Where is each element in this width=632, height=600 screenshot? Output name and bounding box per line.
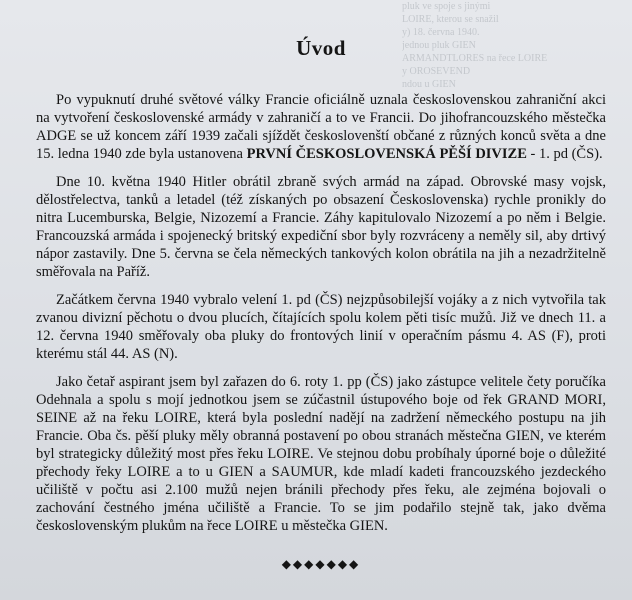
bleed-line: ARMANDTLORES na řece LOIRE: [402, 53, 548, 64]
bleed-line: jednou pluk GIEN: [402, 40, 476, 51]
bleed-line: y) 18. června 1940.: [402, 27, 480, 38]
bleed-line: pluk ve spoje s jinými: [402, 1, 491, 12]
paragraph-4: Jako četař aspirant jsem byl zařazen do 6. roty 1. pp (ČS) jako zástupce velitele čety poručíka Odehnala a spolu s mojí jednotkou jsem se zúčastnil ústupového boje od řek GRAND MORI, SEINE až na řeku LOIRE, která byla poslední nadějí na zadržení německého postupu na jih Francie. Oba čs. pěší pluky měly obranná postavení po obou stranách městečna GIEN, ve kterém byl strategicky důležitý most přes řeku LOIRE. Ve stejnou dobu probíhaly úporné boje o důležité přechody řeky LOIRE a to u GIEN a SAUMUR, kde mladí kadeti francouzského jezdeckého učiliště v počtu asi 2.100 mužů nejen bránili přechody přes řeku, ale zejména bojovali o zachování čestného jména učiliště a Francie. To se jim podařilo stejně tak, jako dvěma československým plukům na řece LOIRE u městečka GIEN.: [36, 374, 606, 534]
paragraph-1: [36, 91, 606, 163]
paragraph-2: Dne 10. května 1940 Hitler obrátil zbraně svých armád na západ. Obrovské masy vojsk, dělostřelectva, tanků a letadel (též získaných po obsazení Československa) rychle pronikly do nitra Lucemburska, Belgie, Nizozemí a Francie. Záhy kapitulovalo Nizozemí a po něm i Belgie. Francouzská armáda i spojenecký britský expediční sbor byly rozvráceny a neměly sil, aby drtivý nápor zastavily. Dne 5. června se čela německých tankových kolon obrátila na jih a nezadržitelně směřovala na Paříž.: [36, 174, 606, 280]
bleed-line: y OROSEVEND: [402, 66, 471, 77]
paragraph-1-text: Po vypuknutí druhé světové války Francie oficiálně uznala československou zahraniční akci na vytvoření československé armády v zahraničí a to ve Francii. Do jihofrancouzského městečka ADGE se už koncem září 1939 začali sjíždět českoslovenští občané z různých konců světa a dne 15. ledna 1940 zde byla ustanovena: [36, 92, 606, 162]
paragraph-1-tail: - 1. pd (ČS).: [526, 146, 603, 162]
bleed-line: ndou u GIEN: [402, 79, 456, 90]
diamond-divider: ◆◆◆◆◆◆◆: [281, 557, 361, 571]
paragraph-3: Začátkem června 1940 vybralo velení 1. pd (ČS) nejzpůsobilejší vojáky a z nich vytvořila tak zvanou divizní pěchotu o dvou plucích, čítajících spolu kolem pěti tisíc mužů. Již ve dnech 11. a 12. června 1940 směřovaly oba pluky do frontových linií v operačním pásmu 4. AS (F), proti kterému stál 44. AS (N).: [36, 292, 606, 362]
bleed-line: LOIRE, kterou se snažil: [402, 14, 499, 25]
page-title: Úvod: [296, 36, 346, 60]
division-name: PRVNÍ ČESKOSLOVENSKÁ PĚŠÍ DIVIZE: [246, 146, 527, 162]
